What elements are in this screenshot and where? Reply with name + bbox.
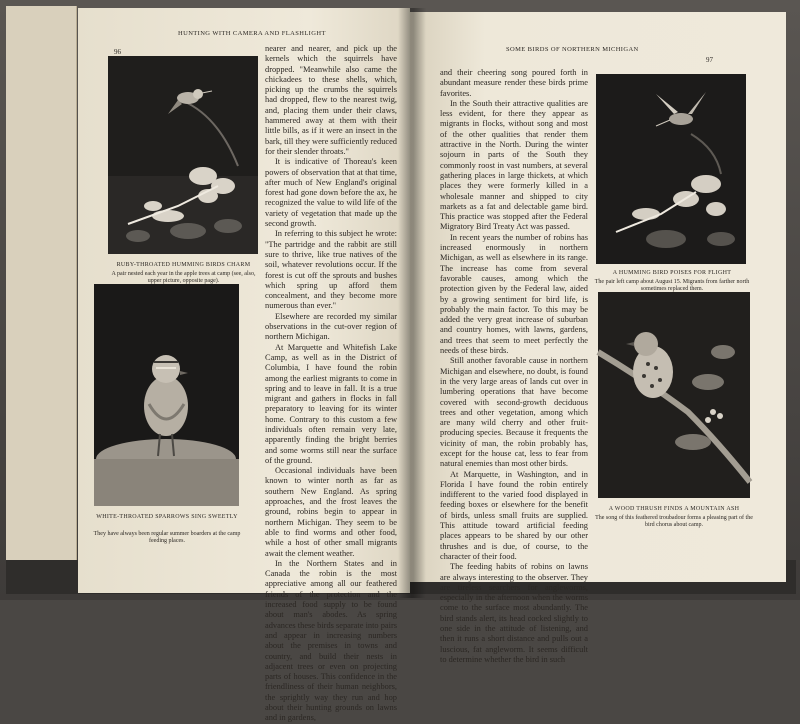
paragraph: At Marquette and Whitefish Lake Camp, as well as in the District of Columbia, I have found the robin among the earliest migrants to come in spring and to leave in fall. It is a true migrant and gathers in flocks in fall preparatory to leaving for its winter home. Contrary to this custom a few individuals often remain very late, apparently finding the bright berries and some worms still near the surface of the ground. <box>265 342 397 465</box>
paragraph: nearer and nearer, and pick up the kernels which the squirrels have dropped. "Meanwhile also came the chickadees to these shells, which, picking up the crumbs the squirrels had dropped, flew to the nearest twig, and, placing them under their claws, hammered away at them with their little bills, as if it were an insect in the bark, till they were sufficiently reduced for their slender throats." <box>265 44 397 156</box>
paragraph: and their cheering song poured forth in abundant measure render these birds prime favorites. <box>440 68 588 98</box>
sparrow-caption-title: WHITE-THROATED SPARROWS SING SWEETLY <box>96 514 238 520</box>
wood-thrush-caption-title: A WOOD THRUSH FINDS A MOUNTAIN ASH <box>608 506 740 512</box>
left-text-column <box>265 44 397 723</box>
humming-bird-flight-caption-title: A HUMMING BIRD POISES FOR FLIGHT <box>612 270 732 276</box>
sparrow-caption-text: They have always been regular summer boarders at the camp feeding places. <box>93 531 241 544</box>
paragraph: The feeding habits of robins on lawns are always interesting to the observer. They are tireless searchers for angleworms, especially in the afternoon when the worms come to the surface most abundantly. The bird stands alert, its head cocked slightly to one side in the attitude of listening, and then it runs a short distance and pulls out a luscious, fat angleworm. It seems difficult to determine whether the bird in such <box>440 562 588 664</box>
paragraph: Still another favorable cause in northern Michigan and elsewhere, no doubt, is found in the very large areas of lands cut over in lumbering operations that have become covered with second-growth deciduous trees and other vegetation, among which are many wild cherry and other fruit-producing species. Because it frequents the vicinity of man, the robin probably has, except for the house cat, less to fear from natural enemies than most other birds. <box>440 356 588 469</box>
paragraph: In recent years the number of robins has increased enormously in northern Michigan, as well as elsewhere in its range. The increase has come from several favorable causes, among which the protection given by the Federal law, aided by a growing sentiment for bird life, is probably the main factor. To this may be added the very great increase of suburban and country homes, with lawns, gardens, and trees that seem to meet perfectly the needs of these birds. <box>440 232 588 356</box>
book-spine-shadow <box>398 8 426 598</box>
white-throated-sparrow-photo-art <box>94 284 239 506</box>
humming-birds-caption-text: A pair nested each year in the apple trees at camp (see, also, upper picture, opposite page). <box>111 271 256 284</box>
humming-bird-flight-caption-text: The pair left camp about August 15. Migrants from farther north sometimes replaced them. <box>594 279 750 292</box>
paragraph: In the Northern States and in Canada the robin is the most appreciative among all our feathered friends of the protection and the increased food supply to be found about man's abodes. As spring advances these birds separate into pairs and appear in increasing numbers about the premises in towns and country, and build their nests in adjacent trees or even on projecting parts of houses. This confidence in the friendliness of their human neighbors, the sprightly way they run and hop about their hunting grounds on lawns and in gardens, <box>265 558 397 723</box>
humming-birds-caption-title: RUBY-THROATED HUMMING BIRDS CHARM <box>116 262 251 268</box>
wood-thrush-photo-art <box>598 292 750 498</box>
white-throated-sparrow-photo <box>94 284 239 506</box>
wood-thrush-caption-text: The song of this feathered troubadour forms a pleasing part of the bird chorus about camp. <box>595 515 753 528</box>
right-running-head: SOME BIRDS OF NORTHERN MICHIGAN <box>506 46 639 53</box>
paragraph: In referring to this subject he wrote: "The partridge and the rabbit are still sure to thrive, like true natives of the soil, whatever revolutions occur. If the forest is cut off the sprouts and bushes which spring up afford them concealment, and they become more numerous than ever." <box>265 229 397 311</box>
book-cover-edge <box>6 6 77 586</box>
right-text-column <box>440 68 588 664</box>
paragraph: Elsewhere are recorded my similar observations in the cut-over region of northern Michigan. <box>265 311 397 342</box>
left-page-number: 96 <box>114 48 121 56</box>
wood-thrush-photo <box>598 292 750 498</box>
left-page <box>78 8 410 723</box>
left-running-head: HUNTING WITH CAMERA AND FLASHLIGHT <box>178 30 326 37</box>
humming-bird-flight-photo <box>596 74 746 264</box>
paragraph: In the South their attractive qualities are less evident, for there they appear as migrants in flocks, without song and most of the other qualities that render them attractive in the North. During the winter sojourn in parts of the South they commonly roost in vast numbers, at several gathering places in large thickets, at which places they were formerly killed in a wholesale manner and shipped to city markets as a fat and delectable game bird. This practice was stopped after the Federal Migratory Bird Treaty Act was passed. <box>440 98 588 232</box>
humming-bird-flight-photo-art <box>596 74 746 264</box>
right-page <box>410 12 786 664</box>
right-page-number: 97 <box>706 56 713 64</box>
paragraph: At Marquette, in Washington, and in Florida I have found the robin entirely indifferent to the varied food displayed in feeding boxes or elsewhere for the benefit of birds, unless small fruits are supplied. This attitude toward artificial feeding places appears to be shared by our other thrushes and is due, of course, to the character of their food. <box>440 469 588 561</box>
humming-birds-photo <box>108 56 258 254</box>
humming-birds-photo-art <box>108 56 258 254</box>
paragraph: Occasional individuals have been known to winter north as far as southern New England. As spring approaches, and the frost leaves the ground, robins begin to appear in northern Michigan. They seem to be able to find worms and other food, while a host of other small migrants await the clement weather. <box>265 466 397 558</box>
paragraph: It is indicative of Thoreau's keen powers of observation that at that time, after much of New England's original forest had gone down before the ax, he recognized the value to wild life of the variety of vegetation that made up the second growth. <box>265 157 397 229</box>
